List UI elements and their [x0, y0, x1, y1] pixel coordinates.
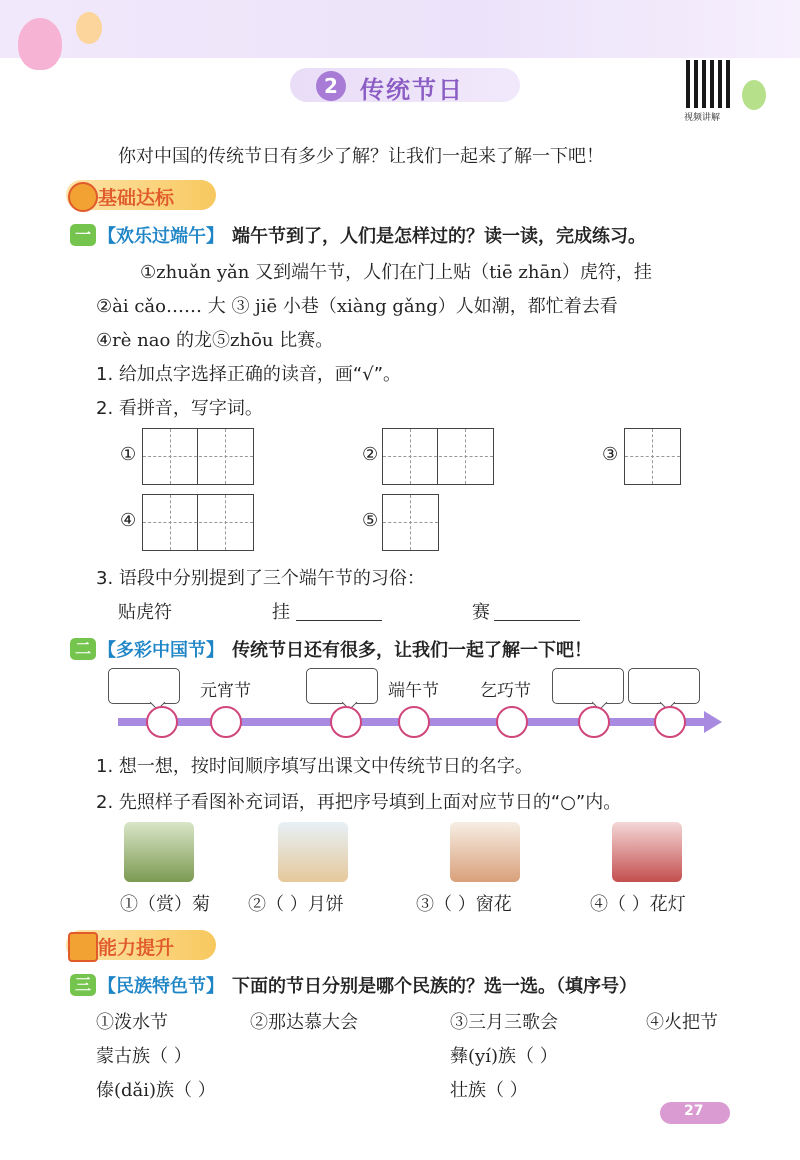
grid-label-5: ⑤	[362, 510, 379, 531]
qr-code-icon[interactable]	[686, 60, 734, 108]
timeline-circle[interactable]	[330, 706, 362, 738]
section-title-basic: 基础达标	[98, 187, 175, 209]
timeline-circle[interactable]	[398, 706, 430, 738]
timeline-label-2: 端午节	[388, 681, 439, 701]
task-1-1: 1. 给加点字选择正确的读音，画“√”。	[96, 364, 402, 385]
notebook-icon	[68, 932, 98, 962]
arrow-right-icon	[704, 711, 722, 733]
balloon-icon	[742, 80, 766, 110]
window-paper-cutting-illustration	[450, 822, 520, 882]
festival-bubble-1[interactable]	[108, 668, 180, 704]
lesson-number: 2	[316, 71, 346, 101]
passage-line-3: ④rè nao 的龙⑤zhōu 比赛。	[96, 330, 334, 351]
option-3: ③三月三歌会	[450, 1012, 558, 1033]
passage-line-1: ①zhuǎn yǎn 又到端午节，人们在门上贴（tiē zhān）虎符，挂	[140, 262, 652, 283]
answer-mongol[interactable]: 蒙古族（ ）	[96, 1046, 192, 1067]
timeline-circle[interactable]	[654, 706, 686, 738]
custom-3-label: 赛	[472, 602, 490, 623]
lesson-title: 传统节日	[360, 76, 464, 104]
task-1-3: 3. 语段中分别提到了三个端午节的习俗：	[96, 568, 425, 589]
balloon-icon	[76, 12, 102, 44]
question-title-3: 【民族特色节】	[98, 976, 224, 997]
answer-yi[interactable]: 彝(yí)族（ ）	[450, 1046, 558, 1067]
writing-grid-5[interactable]	[382, 494, 439, 551]
festival-bubble-2[interactable]	[306, 668, 378, 704]
passage-line-2: ②ài cǎo…… 大 ③ jiē 小巷（xiàng gǎng）人如潮，都忙着去看	[96, 296, 618, 317]
task-2-1: 1. 想一想，按时间顺序填写出课文中传统节日的名字。	[96, 756, 533, 777]
header-banner	[0, 0, 800, 58]
section-title-advanced: 能力提升	[98, 937, 175, 959]
custom-3-blank[interactable]	[494, 620, 580, 621]
mooncake-family-illustration	[278, 822, 348, 882]
page-number	[660, 1102, 730, 1124]
intro-text: 你对中国的传统节日有多少了解？让我们一起来了解一下吧！	[118, 146, 604, 167]
timeline-label-1: 元宵节	[200, 681, 251, 701]
fill-item-2[interactable]: ②（ ）月饼	[248, 894, 344, 915]
fill-item-4[interactable]: ④（ ）花灯	[590, 894, 686, 915]
page-number-text: 27	[684, 1103, 704, 1119]
grid-label-4: ④	[120, 510, 137, 531]
question-prompt-2: 传统节日还有很多，让我们一起了解一下吧！	[232, 640, 592, 661]
custom-1: 贴虎符	[118, 602, 172, 623]
custom-2-label: 挂	[272, 602, 290, 623]
balloon-icon	[18, 18, 62, 70]
question-prompt-3: 下面的节日分别是哪个民族的？选一选。（填序号）	[232, 976, 637, 997]
question-prompt-1: 端午节到了，人们是怎样过的？读一读，完成练习。	[232, 226, 646, 247]
writing-grid-4[interactable]	[142, 494, 254, 551]
chrysanthemum-illustration	[124, 822, 194, 882]
option-1: ①泼水节	[96, 1012, 168, 1033]
writing-grid-3[interactable]	[624, 428, 681, 485]
question-title-2: 【多彩中国节】	[98, 640, 224, 661]
option-4: ④火把节	[646, 1012, 718, 1033]
medal-icon	[68, 182, 98, 212]
question-title-1: 【欢乐过端午】	[98, 226, 224, 247]
question-mark-1: 一	[70, 224, 96, 246]
fill-item-1: ①（赏）菊	[120, 894, 210, 915]
timeline-circle[interactable]	[578, 706, 610, 738]
answer-zhuang[interactable]: 壮族（ ）	[450, 1080, 528, 1101]
grid-label-2: ②	[362, 444, 379, 465]
custom-2-blank[interactable]	[296, 620, 382, 621]
question-mark-3: 三	[70, 974, 96, 996]
grid-label-3: ③	[602, 444, 619, 465]
timeline-label-3: 乞巧节	[480, 681, 531, 701]
timeline-circle[interactable]	[496, 706, 528, 738]
answer-dai[interactable]: 傣(dǎi)族（ ）	[96, 1080, 216, 1101]
writing-grid-2[interactable]	[382, 428, 494, 485]
question-mark-2: 二	[70, 638, 96, 660]
grid-label-1: ①	[120, 444, 137, 465]
fill-item-3[interactable]: ③（ ）窗花	[416, 894, 512, 915]
festival-bubble-3[interactable]	[552, 668, 624, 704]
option-2: ②那达慕大会	[250, 1012, 358, 1033]
qr-label: 视频讲解	[684, 113, 721, 123]
writing-grid-1[interactable]	[142, 428, 254, 485]
lantern-illustration	[612, 822, 682, 882]
task-2-2: 2. 先照样子看图补充词语，再把序号填到上面对应节日的“○”内。	[96, 792, 622, 813]
task-1-2: 2. 看拼音，写字词。	[96, 398, 263, 419]
timeline-circle[interactable]	[146, 706, 178, 738]
timeline-circle[interactable]	[210, 706, 242, 738]
